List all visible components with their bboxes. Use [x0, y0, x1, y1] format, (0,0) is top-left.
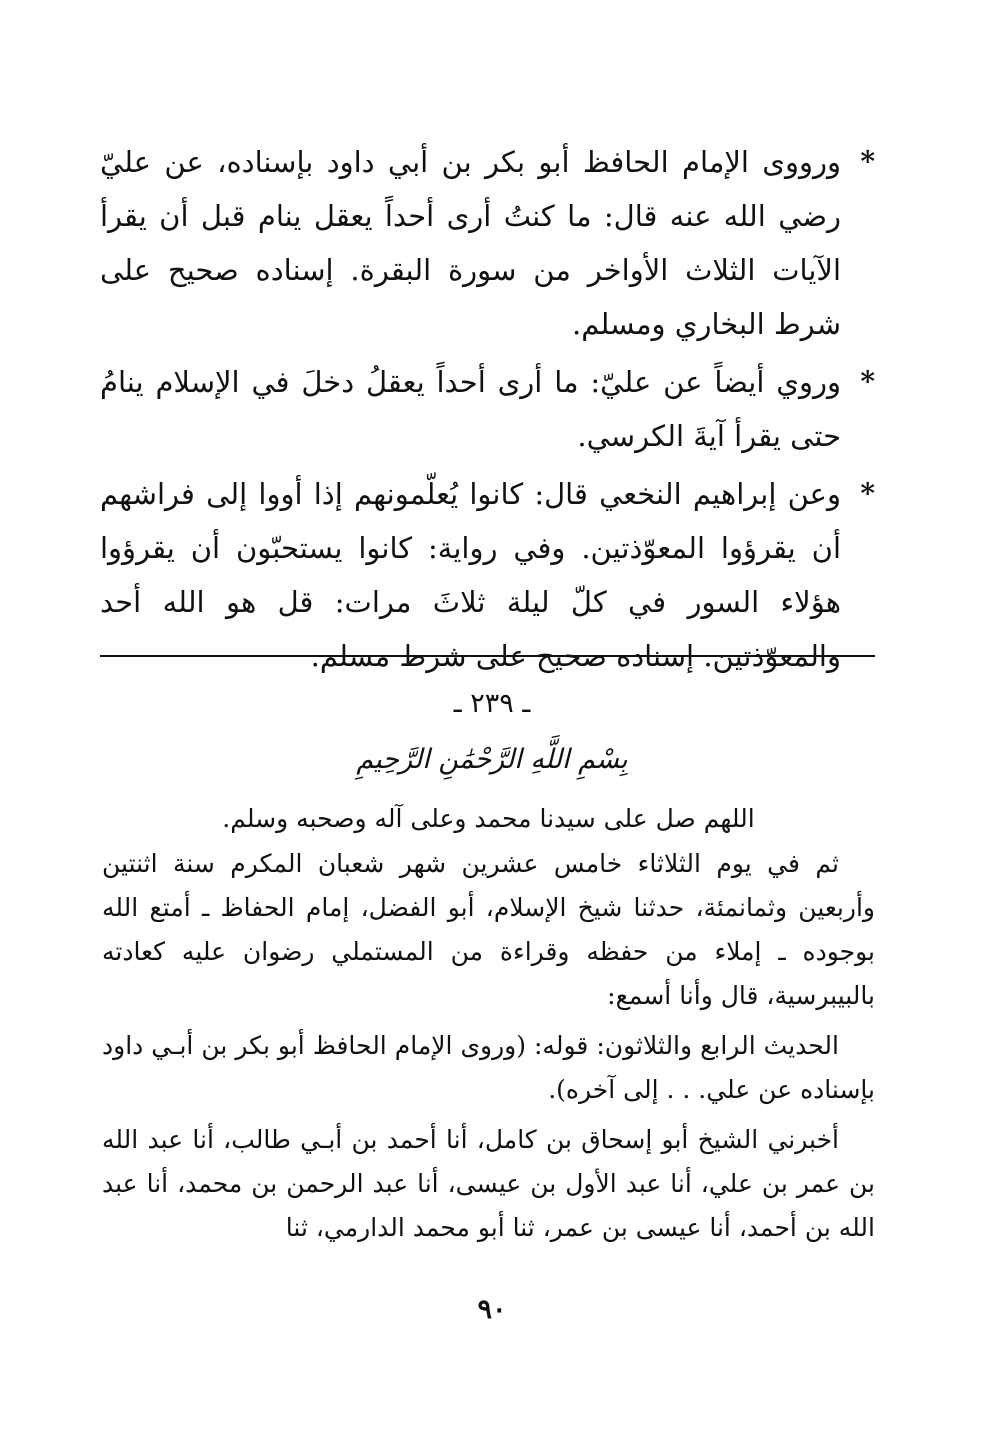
narration-paragraph-3	[100, 467, 875, 683]
narrations-block	[100, 135, 875, 687]
narration-text-1: ورووى الإمام الحافظ أبو بكر بن أبي داود بإسناده، عن عليّ رضي الله عنه قال: ما كنتُ أرى أحداً يعقل ينام قبل أن يقرأ الآيات الثلاث الأواخر من سورة البقرة. إسناده صحيح على شرط البخاري ومسلم.	[100, 145, 841, 341]
basmala-calligraphy: بِسْمِ اللَّهِ الرَّحْمَٰنِ الرَّحِيمِ	[356, 744, 628, 775]
dictation-paragraph-3: أخبرني الشيخ أبو إسحاق بن كامل، أنا أحمد بن أبـي طالب، أنا عبد الله بن عمر بن علي، أنا عبد الأول بن عيسى، أنا عبد الرحمن بن محمد، أنا عبد الله بن أحمد، أنا عيسى بن عمر، ثنا أبو محمد الدارمي، ثنا	[102, 1125, 875, 1242]
narration-text-2: وروي أيضاً عن عليّ: ما أرى أحداً يعقلُ دخلَ في الإسلام ينامُ حتى يقرأ آيةَ الكرسي.	[100, 365, 841, 453]
star-bullet-icon: *	[860, 365, 875, 398]
section-divider	[100, 655, 875, 657]
dictation-paragraph-1: ثم في يوم الثلاثاء خامس عشرين شهر شعبان المكرم سنة اثنتين وأربعين وثمانمئة، حدثنا شيخ الإسلام، أبو الفضل، إمام الحفاظ ـ أمتع الله بوجوده ـ إملاء من حفظه وقراءة من المستملي رضوان عليه كعادته بالبيبرسية، قال وأنا أسمع:	[102, 849, 875, 1010]
star-bullet-icon: *	[860, 477, 875, 510]
salutation-line: اللهم صل على سيدنا محمد وعلى آله وصحبه وسلم.	[222, 804, 755, 833]
narration-paragraph-2	[100, 355, 875, 463]
narration-text-3: وعن إبراهيم النخعي قال: كانوا يُعلّمونهم إذا أووا إلى فراشهم أن يقرؤوا المعوّذتين. وفي رواية: كانوا يستحبّون أن يقرؤوا هؤلاء السور في كلّ ليلة ثلاثَ مرات: قل هو الله أحد والمعوّذتين. إسناده صحيح على شرط مسلم.	[100, 477, 841, 673]
narration-paragraph-1	[100, 135, 875, 351]
dictation-paragraph-2: الحديث الرابع والثلاثون: قوله: (وروى الإمام الحافظ أبو بكر بن أبـي داود بإسناده عن علي. . . إلى آخره).	[102, 1031, 875, 1104]
section-marker: ـ ٢٣٩ ـ	[453, 688, 531, 719]
star-bullet-icon: *	[860, 145, 875, 178]
page-number: ٩٠	[477, 1294, 507, 1325]
dictation-block	[102, 798, 875, 1256]
